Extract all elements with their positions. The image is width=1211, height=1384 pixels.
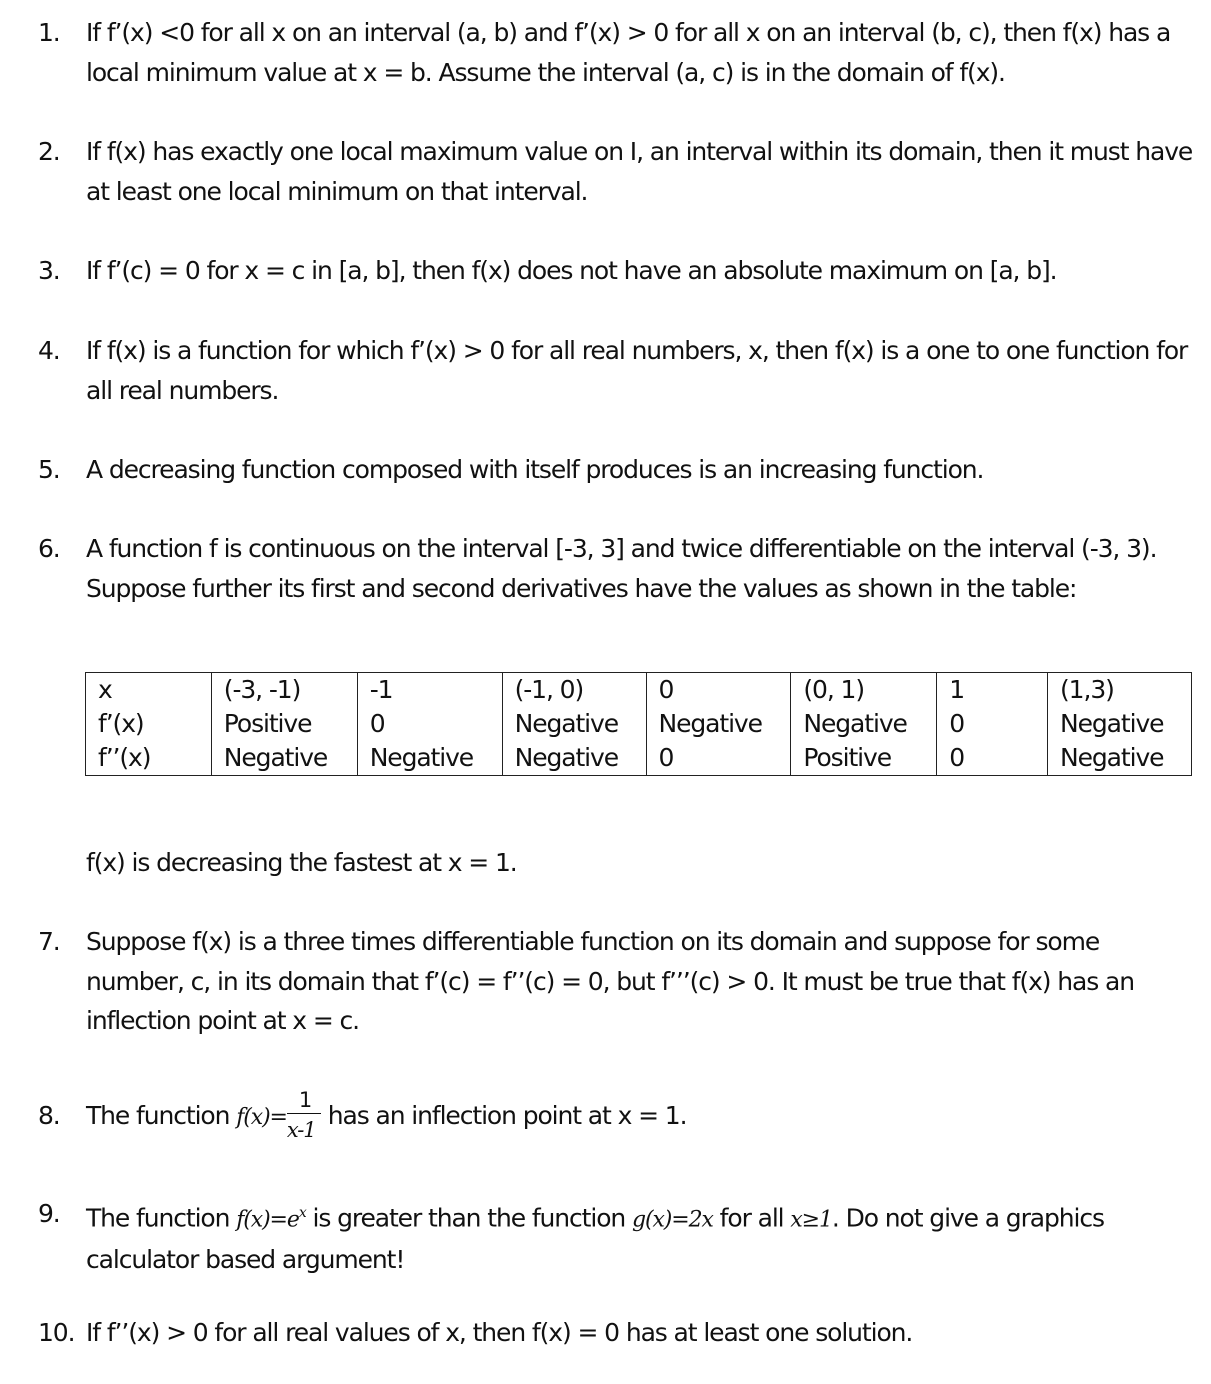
question-number: 4. xyxy=(38,336,60,365)
question-number: 2. xyxy=(38,137,60,166)
table-cell: 0 xyxy=(357,707,502,741)
fraction-numerator: 1 xyxy=(298,1088,312,1112)
question-text xyxy=(86,1194,1201,1279)
fraction xyxy=(286,1088,321,1142)
question-number: 3. xyxy=(38,256,60,285)
question-text: If f(x) is a function for which f’(x) > 0 for all real numbers, x, then f(x) is a one to one function for all real numbers. xyxy=(86,336,1188,405)
table-cell: Negative xyxy=(502,741,646,776)
table-cell: x xyxy=(86,673,212,708)
question-number: 10. xyxy=(38,1318,75,1347)
question-number: 6. xyxy=(38,534,60,563)
derivative-table xyxy=(85,672,1192,776)
question-text: If f(x) has exactly one local maximum value on I, an interval within its domain, then it must have at least one local minimum on that interval. xyxy=(86,137,1193,206)
question-text: Suppose f(x) is a three times differentiable function on its domain and suppose for some number, c, in its domain that f’(c) = f’’(c) = 0, but f’’’(c) > 0. It must be true that f(x) has an inflection point at x = c. xyxy=(86,927,1134,1035)
table-cell: Positive xyxy=(211,707,357,741)
table-row xyxy=(86,707,1192,741)
table-cell: Negative xyxy=(1048,741,1192,776)
table-cell: -1 xyxy=(357,673,502,708)
prefix-text: The function xyxy=(86,1101,230,1130)
f-exponent: x xyxy=(298,1205,306,1221)
table-cell: (1,3) xyxy=(1048,673,1192,708)
question-text: A decreasing function composed with itself produces is an increasing function. xyxy=(86,455,984,484)
rest-text: . Do not give a graphics calculator based argument! xyxy=(86,1203,1104,1274)
suffix-text: has an inflection point at x = 1. xyxy=(327,1101,687,1130)
question-number: 7. xyxy=(38,927,60,956)
conclusion-text: f(x) is decreasing the fastest at x = 1. xyxy=(86,848,517,877)
for-all-text: for all xyxy=(719,1203,784,1233)
table-cell: Negative xyxy=(502,707,646,741)
table-cell: f’’(x) xyxy=(86,741,212,776)
table-cell: Negative xyxy=(357,741,502,776)
table-cell: Negative xyxy=(1048,707,1192,741)
table-cell: (0, 1) xyxy=(791,673,937,708)
question-number: 1. xyxy=(38,18,60,47)
g-expression: g(x)=2x xyxy=(632,1207,713,1233)
table-row xyxy=(86,741,1192,776)
question-number: 9. xyxy=(38,1199,60,1228)
question-number: 8. xyxy=(38,1101,60,1130)
table-cell: Negative xyxy=(211,741,357,776)
table-cell: 0 xyxy=(937,707,1048,741)
condition: x≥1 xyxy=(790,1207,832,1233)
question-text: If f’’(x) > 0 for all real values of x, then f(x) = 0 has at least one solution. xyxy=(86,1318,913,1347)
table-cell: (-1, 0) xyxy=(502,673,646,708)
table-cell: 0 xyxy=(937,741,1048,776)
function-lhs: f(x)= xyxy=(236,1105,287,1130)
table-cell: 1 xyxy=(937,673,1048,708)
table-cell: Positive xyxy=(791,741,937,776)
prefix-text: The function xyxy=(86,1203,230,1233)
question-text: If f’(x) <0 for all x on an interval (a, b) and f’(x) > 0 for all x on an interval (b, c), then f(x) has a local minimum value at x = b. Assume the interval (a, c) is in the domain of f(x). xyxy=(86,18,1171,87)
question-text: If f’(c) = 0 for x = c in [a, b], then f(x) does not have an absolute maximum on [a, b]. xyxy=(86,256,1057,285)
table-cell: 0 xyxy=(646,673,791,708)
fraction-denominator: x-1 xyxy=(286,1118,316,1142)
f-expression: f(x)=e xyxy=(236,1207,299,1233)
table-cell: f’(x) xyxy=(86,707,212,741)
middle-text: is greater than the function xyxy=(312,1203,626,1233)
table-cell: (-3, -1) xyxy=(211,673,357,708)
question-number: 5. xyxy=(38,455,60,484)
table-row xyxy=(86,673,1192,708)
question-text xyxy=(86,1088,1201,1142)
table-cell: Negative xyxy=(791,707,937,741)
table-cell: Negative xyxy=(646,707,791,741)
table-cell: 0 xyxy=(646,741,791,776)
question-text: A function f is continuous on the interval [-3, 3] and twice differentiable on the interval (-3, 3). Suppose further its first and second derivatives have the values as shown in the table: xyxy=(86,534,1157,603)
